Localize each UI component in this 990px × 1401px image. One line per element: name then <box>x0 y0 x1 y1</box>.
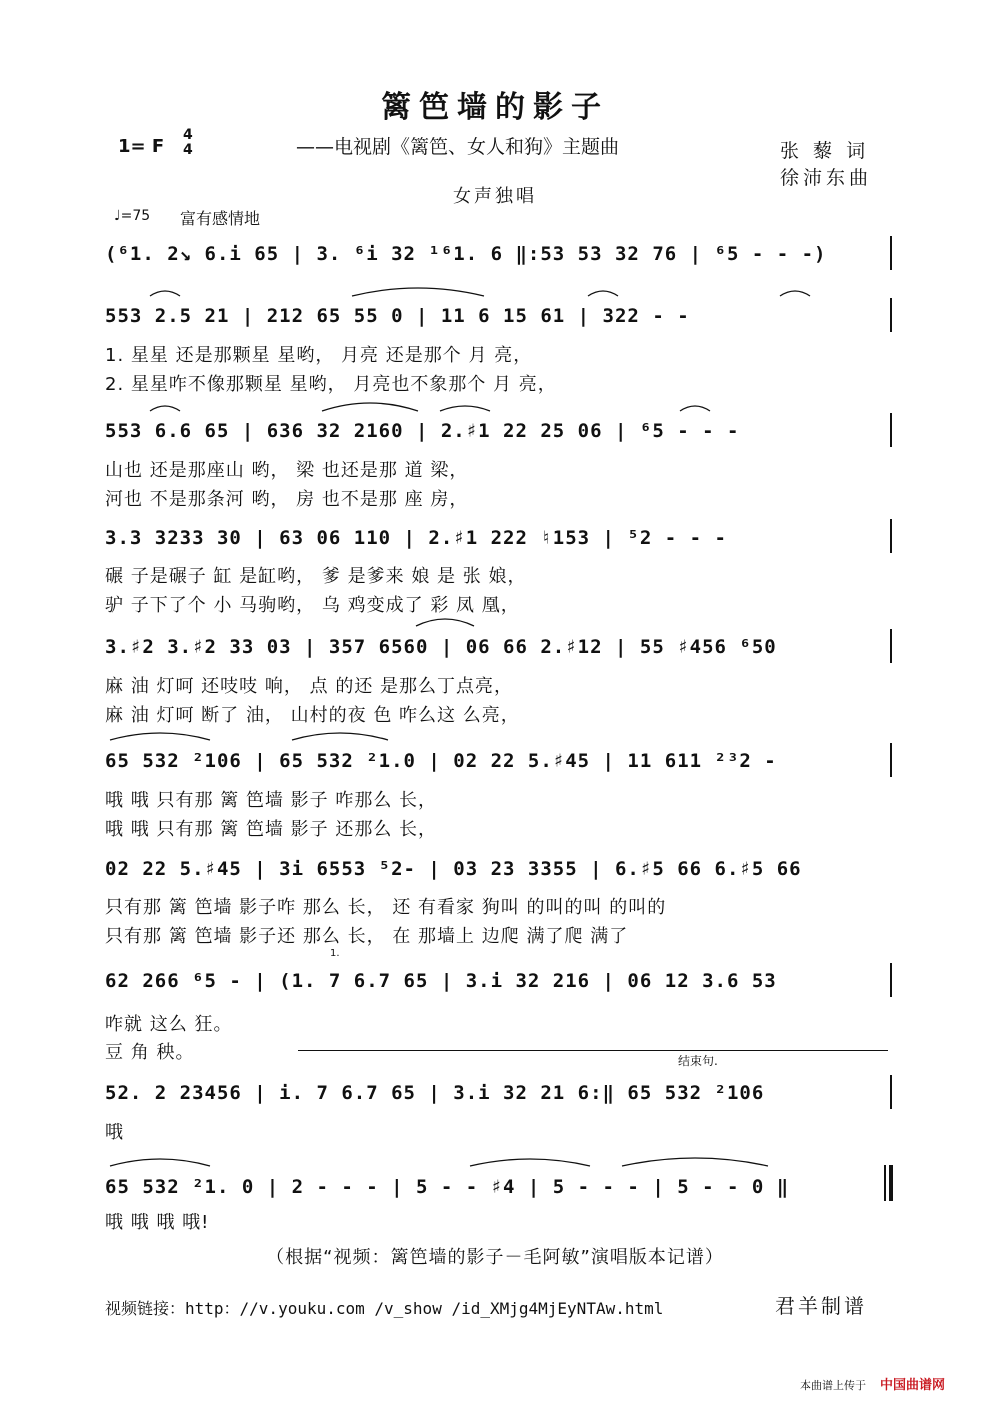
ending-label: 结束句. <box>678 1054 718 1068</box>
lyric-line-8-verse-1: 咋就 这么 狂。 <box>105 1014 233 1035</box>
notation-line-9: 52. 2 23456 | i. 7 6.7 65 | 3.i 32 21 6:‖ 65 532 ²106 <box>105 1082 765 1104</box>
lyric-line-2-verse-2: 2. 星星咋不像那颗星 星哟， 月亮也不象那个 月 亮， <box>105 374 557 395</box>
slur-arc <box>440 406 490 411</box>
slur-arc <box>150 291 180 296</box>
source-note: （根据“视频：篱笆墙的影子－毛阿敏”演唱版本记谱） <box>266 1247 724 1268</box>
slur-arc <box>680 406 710 411</box>
time-signature-top: 4 <box>183 127 193 143</box>
notation-line-8: 62 266 ⁶5 - | (1. 7 6.7 65 | 3.i 32 216 | 06 12 3.6 53 <box>105 970 777 992</box>
slur-arc <box>470 1159 590 1166</box>
lyric-line-3-verse-1: 山也 还是那座山 哟， 梁 也还是那 道 梁， <box>105 460 469 481</box>
lyric-line-7-verse-2: 只有那 篱 笆墙 影子还 那么 长， 在 那墙上 边爬 满了爬 满了 <box>105 926 629 947</box>
slur-arc <box>110 733 210 740</box>
slur-arc <box>292 733 388 740</box>
volta-label: 1. <box>330 948 340 959</box>
slur-arc <box>322 403 418 411</box>
expression-marking: 富有感情地 <box>180 209 261 228</box>
transcriber-signature: 君羊制谱 <box>775 1294 867 1318</box>
lyric-line-4-verse-1: 碾 子是碾子 缸 是缸哟， 爹 是爹来 娘 是 张 娘， <box>105 566 527 587</box>
lyric-line-10: 哦 哦 哦 哦! <box>105 1212 210 1233</box>
lyricist-credit: 张 藜 词 <box>780 140 870 162</box>
tempo-marking: ♩=75 <box>114 208 151 224</box>
notation-line-6: 65 532 ²106 | 65 532 ²1.0 | 02 22 5.♯45 | 11 611 ²³2 - <box>105 750 777 772</box>
lyric-line-7-verse-1: 只有那 篱 笆墙 影子咋 那么 长， 还 有看家 狗叫 的叫的叫 的叫的 <box>105 897 667 918</box>
lyric-line-2-verse-1: 1. 星星 还是那颗星 星哟， 月亮 还是那个 月 亮， <box>105 345 533 366</box>
song-title: 篱笆墙的影子 <box>381 90 609 125</box>
notation-line-3: 553 6.6 65 | 636 32 2160 | 2.♯1 22 25 06 | ⁶5 - - - <box>105 420 740 442</box>
lyric-line-3-verse-2: 河也 不是那条河 哟， 房 也不是那 座 房， <box>105 489 469 510</box>
composer-credit: 徐沛东曲 <box>780 167 873 189</box>
slur-arc <box>416 619 474 626</box>
lyric-line-6-verse-2: 哦 哦 只有那 篱 笆墙 影子 还那么 长， <box>105 819 438 840</box>
video-link[interactable]: 视频链接：http：//v.youku.com /v_show /id_XMjg4MjEyNTAw.html <box>105 1299 664 1318</box>
time-signature-bottom: 4 <box>183 142 193 158</box>
key-signature: 1= F <box>118 136 165 157</box>
lyric-line-6-verse-1: 哦 哦 只有那 篱 笆墙 影子 咋那么 长， <box>105 790 438 811</box>
slur-arc <box>622 1158 768 1166</box>
upload-note: 本曲谱上传于 <box>800 1379 866 1392</box>
lyric-line-9: 哦 <box>105 1122 124 1143</box>
slur-arc <box>780 291 810 296</box>
lyric-line-8-verse-2: 豆 角 秧。 <box>105 1042 195 1063</box>
subtitle: ——电视剧《篱笆、女人和狗》主题曲 <box>296 136 620 158</box>
slur-arc <box>150 406 180 411</box>
site-logo[interactable]: 中国曲谱网 <box>880 1378 946 1393</box>
lyric-line-5-verse-2: 麻 油 灯呵 断了 油， 山村的夜 色 咋么这 么亮， <box>105 705 520 726</box>
slur-arc <box>352 288 484 296</box>
notation-line-7: 02 22 5.♯45 | 3i 6553 ⁵2- | 03 23 3355 | 6.♯5 66 6.♯5 66 <box>105 858 802 880</box>
notation-line-5: 3.♯2 3.♯2 33 03 | 357 6560 | 06 66 2.♯12 | 55 ♯456 ⁶50 <box>105 636 777 658</box>
notation-line-4: 3.3 3233 30 | 63 06 110 | 2.♯1 222 ♮153 | ⁵2 - - - <box>105 527 727 549</box>
voice-type: 女声独唱 <box>453 186 537 207</box>
slur-arc <box>588 291 618 296</box>
notation-line-2: 553 2.5 21 | 212 65 55 0 | 11 6 15 61 | 322 - - <box>105 305 690 327</box>
notation-line-1: (⁶1. 2↘ 6.i 65 | 3. ⁶i 32 ¹⁶1. 6 ‖:53 53 32 76 | ⁶5 - - -) <box>105 243 827 265</box>
slur-arc <box>110 1159 210 1166</box>
notation-line-10: 65 532 ²1. 0 | 2 - - - | 5 - - ♯4 | 5 - - - | 5 - - 0 ‖ <box>105 1176 790 1198</box>
lyric-line-4-verse-2: 驴 子下了个 小 马驹哟， 乌 鸡变成了 彩 凤 凰， <box>105 595 520 616</box>
lyric-line-5-verse-1: 麻 油 灯呵 还吱吱 响， 点 的还 是那么丁点亮， <box>105 676 514 697</box>
